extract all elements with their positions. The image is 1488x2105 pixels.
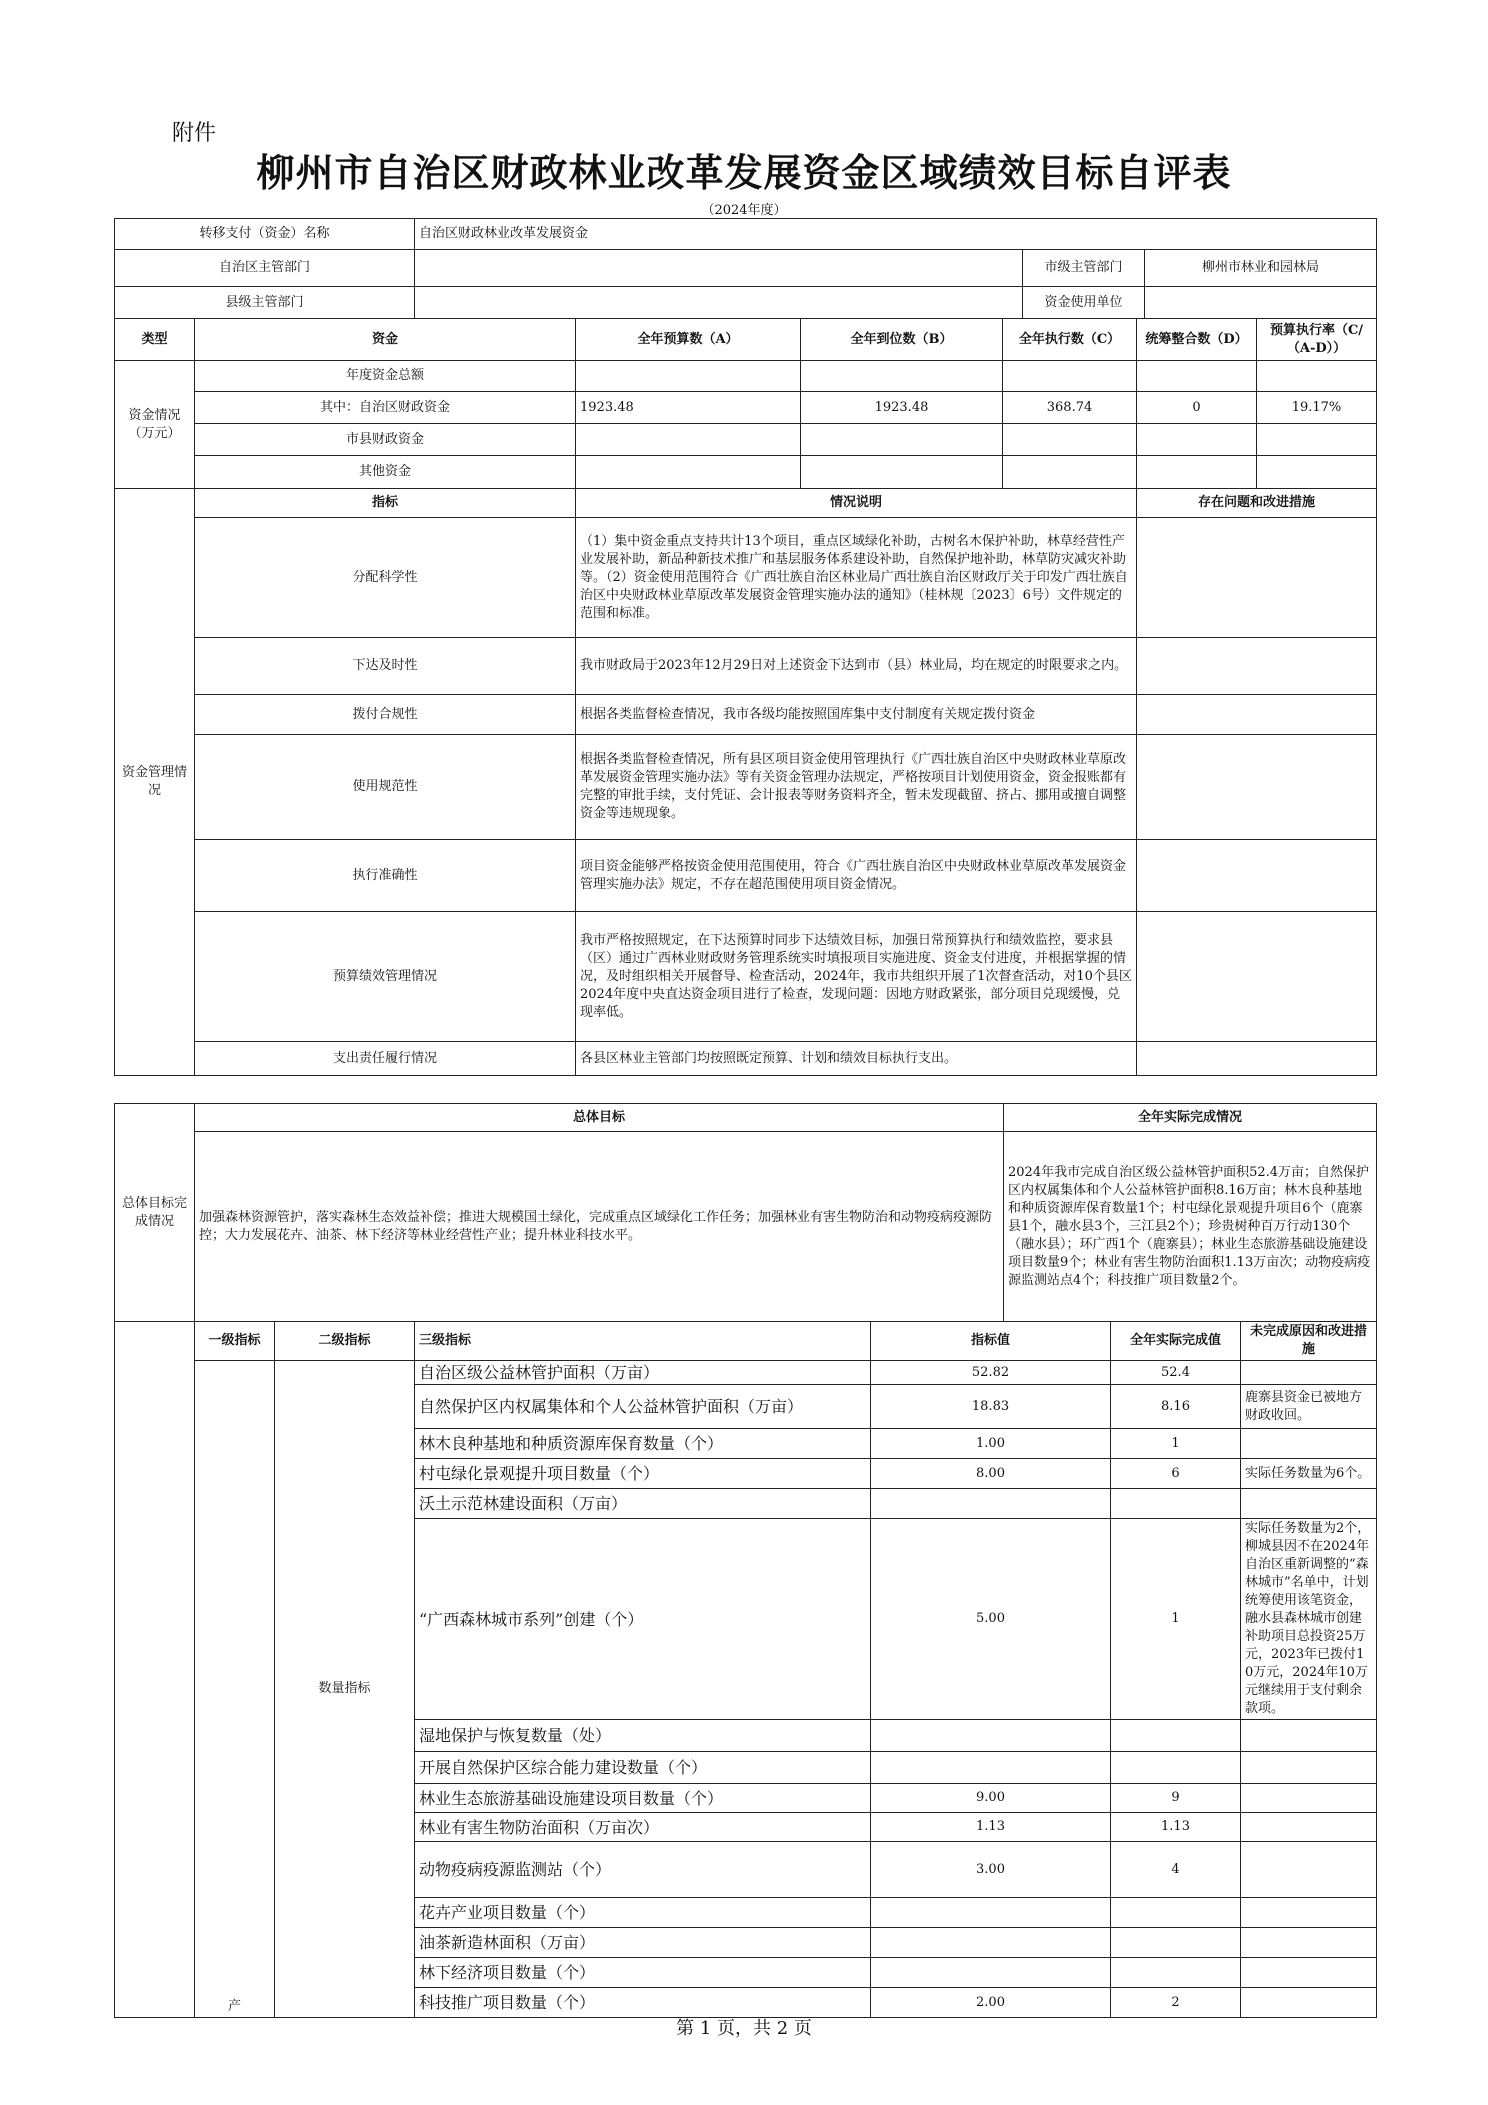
- region-dept-label: 自治区主管部门: [115, 250, 415, 287]
- indicator-reason: [1241, 1429, 1377, 1459]
- indicator-reason: [1241, 1720, 1377, 1752]
- fund-row-executed: 368.74: [1003, 392, 1137, 424]
- indicator-name: 林业生态旅游基础设施建设项目数量（个）: [415, 1784, 871, 1813]
- indicator-target: 8.00: [871, 1459, 1111, 1489]
- indicator-actual: [1111, 1752, 1241, 1784]
- mgmt-issue: [1137, 1042, 1377, 1076]
- fund-row-executed: [1003, 361, 1137, 392]
- col-overall-target: 总体目标: [195, 1104, 1004, 1132]
- fund-row-rate: [1257, 424, 1377, 456]
- indicator-name: 村屯绿化景观提升项目数量（个）: [415, 1459, 871, 1489]
- fund-row-arrived: [801, 361, 1003, 392]
- indicator-reason: [1241, 1928, 1377, 1958]
- indicator-reason: [1241, 1752, 1377, 1784]
- col-actual-value: 全年实际完成值: [1111, 1322, 1241, 1361]
- indicator-reason: [1241, 1958, 1377, 1988]
- indicator-name: 自然保护区内权属集体和个人公益林管护面积（万亩）: [415, 1385, 871, 1429]
- fund-row-budget: [576, 456, 801, 489]
- col-rate: 预算执行率（C/（A-D））: [1257, 319, 1377, 361]
- indicator-target: [871, 1958, 1111, 1988]
- indicator-target: [871, 1720, 1111, 1752]
- indicator-reason: [1241, 1784, 1377, 1813]
- indicator-name: 沃土示范林建设面积（万亩）: [415, 1489, 871, 1519]
- fund-row-name: 年度资金总额: [195, 361, 576, 392]
- fund-row-budget: [576, 424, 801, 456]
- header-table: [114, 218, 1377, 319]
- indicator-reason: [1241, 1361, 1377, 1385]
- level1-label: 产: [195, 1361, 275, 2018]
- col-level1: 一级指标: [195, 1322, 275, 1361]
- indicator-name: 湿地保护与恢复数量（处）: [415, 1720, 871, 1752]
- fund-row-rate: [1257, 361, 1377, 392]
- indicator-target: 1.13: [871, 1813, 1111, 1842]
- indicator-target: [871, 1489, 1111, 1519]
- indicator-actual: 1: [1111, 1429, 1241, 1459]
- user-unit-label: 资金使用单位: [1023, 287, 1145, 319]
- col-executed: 全年执行数（C）: [1003, 319, 1137, 361]
- fund-row-rate: 19.17%: [1257, 392, 1377, 424]
- indicator-name: 动物疫病疫源监测站（个）: [415, 1842, 871, 1898]
- indicator-actual: 1: [1111, 1519, 1241, 1720]
- mgmt-issue: [1137, 840, 1377, 912]
- indicator-target: 5.00: [871, 1519, 1111, 1720]
- indicator-reason: [1241, 1489, 1377, 1519]
- level2-label: 数量指标: [275, 1361, 415, 2018]
- overall-table: [114, 1103, 1377, 1322]
- indicator-reason: 鹿寨县资金已被地方财政收回。: [1241, 1385, 1377, 1429]
- indicator-actual: 6: [1111, 1459, 1241, 1489]
- user-unit: [1145, 287, 1377, 319]
- indicator-reason: [1241, 1898, 1377, 1928]
- mgmt-indicator: 拨付合规性: [195, 695, 576, 735]
- attachment-label: 附件: [172, 121, 217, 146]
- indicator-actual: [1111, 1958, 1241, 1988]
- mgmt-indicator: 使用规范性: [195, 735, 576, 840]
- indicator-actual: 4: [1111, 1842, 1241, 1898]
- indicator-actual: [1111, 1898, 1241, 1928]
- mgmt-desc: 各县区林业主管部门均按照既定预算、计划和绩效目标执行支出。: [576, 1042, 1137, 1076]
- fund-row-coordinated: [1137, 361, 1257, 392]
- indicator-name: 林下经济项目数量（个）: [415, 1958, 871, 1988]
- fund-row-coordinated: 0: [1137, 392, 1257, 424]
- mgmt-desc: 我市财政局于2023年12月29日对上述资金下达到市（县）林业局，均在规定的时限要求之内。: [576, 638, 1137, 695]
- indicator-actual: 9: [1111, 1784, 1241, 1813]
- indicators-side-cell: [115, 1322, 195, 2018]
- indicator-target: [871, 1898, 1111, 1928]
- mgmt-desc: 根据各类监督检查情况，我市各级均能按照国库集中支付制度有关规定拨付资金: [576, 695, 1137, 735]
- mgmt-indicator: 执行准确性: [195, 840, 576, 912]
- indicator-reason: 实际任务数量为6个。: [1241, 1459, 1377, 1489]
- indicator-target: 1.00: [871, 1429, 1111, 1459]
- indicator-reason: 实际任务数量为2个，柳城县因不在2024年自治区重新调整的“森林城市”名单中，计划统筹使用该笔资金，融水县森林城市创建补助项目总投资25万元，2023年已拨付10万元，2024年10万元继续用于支付剩余款项。: [1241, 1519, 1377, 1720]
- col-level3: 三级指标: [415, 1322, 871, 1361]
- fund-row-name: 其中：自治区财政资金: [195, 392, 576, 424]
- fund-row-arrived: [801, 456, 1003, 489]
- indicator-target: [871, 1928, 1111, 1958]
- fund-row-budget: [576, 361, 801, 392]
- indicator-name: 林木良种基地和种质资源库保育数量（个）: [415, 1429, 871, 1459]
- mgmt-indicator: 分配科学性: [195, 518, 576, 638]
- indicator-actual: 2: [1111, 1988, 1241, 2018]
- col-type: 类型: [115, 319, 195, 361]
- indicator-name: 开展自然保护区综合能力建设数量（个）: [415, 1752, 871, 1784]
- fund-row-executed: [1003, 424, 1137, 456]
- fund-row-name: 市县财政资金: [195, 424, 576, 456]
- indicator-name: 自治区级公益林管护面积（万亩）: [415, 1361, 871, 1385]
- col-indicator: 指标: [195, 489, 576, 518]
- indicators-table: [114, 1321, 1377, 2018]
- funds-table: [114, 318, 1377, 489]
- col-reason: 未完成原因和改进措施: [1241, 1322, 1377, 1361]
- indicator-target: 52.82: [871, 1361, 1111, 1385]
- mgmt-desc: 我市严格按照规定，在下达预算时同步下达绩效目标，加强日常预算执行和绩效监控，要求县（区）通过广西林业财政财务管理系统实时填报项目实施进度、资金支付进度，并根据掌握的情况，及时组织相关开展督导、检查活动，2024年，我市共组织开展了1次督查活动，对10个县区2024年度中央直达资金项目进行了检查，发现问题：因地方财政紧张，部分项目兑现缓慢，兑现率低。: [576, 912, 1137, 1042]
- indicator-actual: [1111, 1720, 1241, 1752]
- mgmt-desc: 项目资金能够严格按资金使用范围使用，符合《广西壮族自治区中央财政林业草原改革发展资金管理实施办法》规定，不存在超范围使用项目资金情况。: [576, 840, 1137, 912]
- col-fund: 资金: [195, 319, 576, 361]
- indicator-actual: 52.4: [1111, 1361, 1241, 1385]
- fund-name: 自治区财政林业改革发展资金: [415, 219, 1377, 250]
- overall-actual: 2024年我市完成自治区级公益林管护面积52.4万亩；自然保护区内权属集体和个人公益林管护面积8.16万亩；林木良种基地和种质资源库保育数量1个；村屯绿化景观提升项目6个（鹿寨县1个，融水县3个，三江县2个）；珍贵树种百万行动130个（融水县）；环广西1个（鹿寨县）；林业生态旅游基础设施建设项目数量9个；林业有害生物防治面积1.13万亩次；动物疫病疫源监测站点4个；科技推广项目数量2个。: [1004, 1132, 1377, 1322]
- col-level2: 二级指标: [275, 1322, 415, 1361]
- indicator-reason: [1241, 1813, 1377, 1842]
- indicator-reason: [1241, 1842, 1377, 1898]
- indicator-actual: 8.16: [1111, 1385, 1241, 1429]
- indicator-reason: [1241, 1988, 1377, 2018]
- mgmt-indicator: 预算绩效管理情况: [195, 912, 576, 1042]
- fund-row-executed: [1003, 456, 1137, 489]
- indicator-target: 9.00: [871, 1784, 1111, 1813]
- overall-target: 加强森林资源管护，落实森林生态效益补偿；推进大规模国土绿化，完成重点区域绿化工作任务；加强林业有害生物防治和动物疫病疫源防控；大力发展花卉、油茶、林下经济等林业经营性产业；提升林业科技水平。: [195, 1132, 1004, 1322]
- county-dept-label: 县级主管部门: [115, 287, 415, 319]
- overall-group-label: 总体目标完成情况: [115, 1104, 195, 1322]
- mgmt-desc: 根据各类监督检查情况，所有县区项目资金使用管理执行《广西壮族自治区中央财政林业草原改革发展资金管理实施办法》等有关资金管理办法规定，严格按项目计划使用资金，资金报账都有完整的审批手续，支付凭证、会计报表等财务资料齐全，暂未发现截留、挤占、挪用或擅自调整资金等违规现象。: [576, 735, 1137, 840]
- fund-row-name: 其他资金: [195, 456, 576, 489]
- col-target-value: 指标值: [871, 1322, 1111, 1361]
- fund-name-label: 转移支付（资金）名称: [115, 219, 415, 250]
- col-overall-actual: 全年实际完成情况: [1004, 1104, 1377, 1132]
- col-coordinated: 统筹整合数（D）: [1137, 319, 1257, 361]
- mgmt-issue: [1137, 638, 1377, 695]
- mgmt-issue: [1137, 735, 1377, 840]
- indicator-actual: 1.13: [1111, 1813, 1241, 1842]
- col-budget: 全年预算数（A）: [576, 319, 801, 361]
- mgmt-desc: （1）集中资金重点支持共计13个项目，重点区域绿化补助，古树名木保护补助，林草经营性产业发展补助，新品种新技术推广和基层服务体系建设补助，自然保护地补助，林草防灾减灾补助等。（2）资金使用范围符合《广西壮族自治区林业局广西壮族自治区财政厅关于印发广西壮族自治区中央财政林业草原改革发展资金管理实施办法的通知》（桂林规〔2023〕6号）文件规定的范围和标准。: [576, 518, 1137, 638]
- indicator-target: 3.00: [871, 1842, 1111, 1898]
- indicator-actual: [1111, 1489, 1241, 1519]
- mgmt-indicator: 支出责任履行情况: [195, 1042, 576, 1076]
- indicator-actual: [1111, 1928, 1241, 1958]
- year-note: （2024年度）: [701, 203, 787, 218]
- fund-row-arrived: 1923.48: [801, 392, 1003, 424]
- mgmt-issue: [1137, 695, 1377, 735]
- page-title: 柳州市自治区财政林业改革发展资金区域绩效目标自评表: [256, 150, 1232, 195]
- fund-row-budget: 1923.48: [576, 392, 801, 424]
- management-group-label: 资金管理情况: [115, 489, 195, 1076]
- management-table: [114, 488, 1377, 1076]
- indicator-target: 18.83: [871, 1385, 1111, 1429]
- indicator-target: [871, 1752, 1111, 1784]
- mgmt-issue: [1137, 518, 1377, 638]
- indicator-name: 花卉产业项目数量（个）: [415, 1898, 871, 1928]
- fund-row-arrived: [801, 424, 1003, 456]
- county-dept: [415, 287, 1023, 319]
- page-number: 第 1 页，共 2 页: [676, 2018, 812, 2039]
- fund-row-rate: [1257, 456, 1377, 489]
- city-dept-label: 市级主管部门: [1023, 250, 1145, 287]
- indicator-name: 油茶新造林面积（万亩）: [415, 1928, 871, 1958]
- indicator-target: 2.00: [871, 1988, 1111, 2018]
- col-desc: 情况说明: [576, 489, 1137, 518]
- mgmt-issue: [1137, 912, 1377, 1042]
- city-dept: 柳州市林业和园林局: [1145, 250, 1377, 287]
- funds-group-label: 资金情况（万元）: [115, 361, 195, 489]
- col-issues: 存在问题和改进措施: [1137, 489, 1377, 518]
- col-arrived: 全年到位数（B）: [801, 319, 1003, 361]
- mgmt-indicator: 下达及时性: [195, 638, 576, 695]
- indicator-name: 科技推广项目数量（个）: [415, 1988, 871, 2018]
- indicator-name: 林业有害生物防治面积（万亩次）: [415, 1813, 871, 1842]
- fund-row-coordinated: [1137, 456, 1257, 489]
- fund-row-coordinated: [1137, 424, 1257, 456]
- region-dept: [415, 250, 1023, 287]
- indicator-name: “广西森林城市系列”创建（个）: [415, 1519, 871, 1720]
